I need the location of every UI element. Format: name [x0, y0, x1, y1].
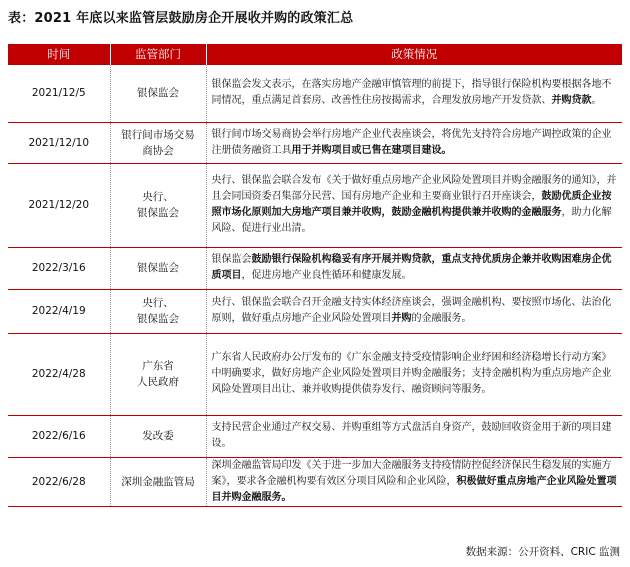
table-row	[8, 163, 622, 247]
cell-date: 2022/4/19	[8, 289, 110, 333]
table-row	[8, 333, 622, 415]
department-line: 银行间市场交易	[121, 128, 195, 141]
table-row	[8, 247, 622, 289]
policy-text: 央行、银保监会联合召开金融支持实体经济座谈会，强调金融机构、要按照市场化、法治化原则，做好重点房地产企业风险处置项目	[211, 297, 612, 324]
policy-text: 银保监会	[211, 254, 252, 265]
department-line: 广东省	[142, 360, 174, 372]
cell-date: 2022/6/28	[8, 457, 110, 506]
policy-text: 银保监会发文表示，在落实房地产金融审慎管理的前提下，指导银行保险机构要根据各地不同情况，重点满足首套房、改善性住房按揭需求，合理发放房地产开发贷款、	[211, 79, 612, 107]
policy-text: 深圳金融监管局印发《关于进一步加大金融服务支持疫情防控促经济保民生稳发展的实施方案》，要求各金融机构要有效区分项目风险和企业风险，	[211, 459, 612, 487]
header-department: 监管部门	[110, 44, 206, 65]
cell-date: 2022/4/28	[8, 333, 110, 415]
cell-department	[110, 415, 206, 457]
cell-department	[110, 457, 206, 506]
policy-text-bold: 用于并购项目或已售在建项目建设。	[291, 144, 452, 156]
cell-policy	[206, 65, 622, 122]
policy-text: ，促进房地产业良性循环和健康发展。	[241, 270, 412, 281]
policy-text: ，助力化解风险、促进行业出清。	[211, 207, 612, 234]
header-policy: 政策情况	[206, 44, 622, 65]
policy-text-bold: 并购贷款	[551, 95, 592, 107]
cell-policy	[206, 457, 622, 506]
department-line: 深圳金融监管局	[121, 475, 195, 488]
data-source-note: 数据来源：公开资料、CRIC 监测	[465, 546, 620, 558]
header-date: 时间	[8, 44, 110, 65]
table-title: 表：2021 年底以来监管层鼓励房企开展收并购的政策汇总	[8, 11, 354, 26]
table-row	[8, 415, 622, 457]
cell-date: 2021/12/20	[8, 163, 110, 247]
cell-date: 2022/6/16	[8, 415, 110, 457]
cell-date: 2021/12/10	[8, 122, 110, 163]
department-line: 央行、	[142, 191, 174, 203]
department-line: 银保监会	[137, 87, 179, 100]
cell-policy	[206, 122, 622, 163]
cell-department	[110, 122, 206, 163]
cell-date: 2021/12/5	[8, 65, 110, 122]
policy-text: 。	[591, 95, 602, 107]
department-line: 发改委	[142, 430, 174, 442]
table-body	[8, 65, 622, 506]
policy-text: 银行间市场交易商协会举行房地产企业代表座谈会，将优先支持符合房地产调控政策的企业注册债务融资工具	[211, 128, 612, 156]
cell-policy	[206, 247, 622, 289]
policy-text-bold: 鼓励银行保险机构稳妥有序开展并购贷款，重点支持优质房企兼并收购困难房企优质项目	[211, 254, 612, 281]
policy-text-bold: 积极做好重点房地产企业风险处置项目并购金融服务。	[211, 475, 617, 503]
policy-text: 支持民营企业通过产权交易、并购重组等方式盘活自身资产，鼓励回收资金用于新的项目建设。	[211, 422, 612, 449]
cell-policy	[206, 289, 622, 333]
cell-department	[110, 333, 206, 415]
policy-table	[8, 44, 622, 507]
department-line: 银保监会	[137, 313, 179, 325]
cell-department	[110, 247, 206, 289]
table-header-row	[8, 44, 622, 65]
table-row	[8, 65, 622, 122]
cell-department	[110, 65, 206, 122]
policy-text: 广东省人民政府办公厅发布的《广东金融支持受疫情影响企业纾困和经济稳增长行动方案》中明确要求，做好房地产企业风险处置项目并购金融服务；支持金融机构为重点房地产企业风险处置项目出让、兼并收购提供债券发行、融资顾问等服务。	[211, 352, 612, 395]
cell-policy	[206, 163, 622, 247]
department-line: 商协会	[142, 144, 174, 157]
table-row	[8, 457, 622, 506]
department-line: 人民政府	[137, 376, 179, 388]
table-row	[8, 122, 622, 163]
cell-policy	[206, 415, 622, 457]
department-line: 银保监会	[137, 262, 179, 274]
policy-text: 的金融服务。	[411, 313, 472, 324]
department-line: 银保监会	[137, 207, 179, 219]
policy-text-bold: 鼓励优质企业按照市场化原则加大房地产项目兼并收购，鼓励金融机构提供兼并收购的金融服务	[211, 191, 612, 218]
cell-policy	[206, 333, 622, 415]
cell-date: 2022/3/16	[8, 247, 110, 289]
cell-department	[110, 163, 206, 247]
department-line: 央行、	[142, 297, 174, 309]
policy-text-bold: 并购	[391, 313, 412, 324]
cell-department	[110, 289, 206, 333]
table-row	[8, 289, 622, 333]
policy-text: 央行、银保监会联合发布《关于做好重点房地产企业风险处置项目并购金融服务的通知》，并且会同国资委召集部分民营、国有房地产企业和主要商业银行召开座谈会，	[211, 175, 617, 202]
